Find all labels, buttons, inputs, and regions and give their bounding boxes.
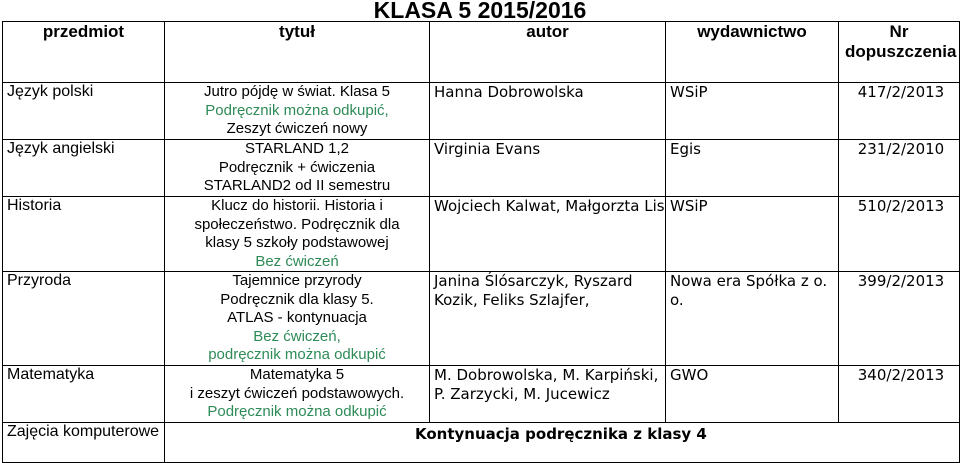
title-line: Matematyka 5: [249, 366, 345, 383]
cell-nr: 340/2/2013: [839, 366, 960, 423]
title-line: STARLAND 1,2: [245, 140, 349, 157]
cell-subject: Historia: [3, 197, 165, 272]
title-line: klasy 5 szkoły podstawowej: [205, 234, 389, 251]
title-line: Bez ćwiczeń: [255, 252, 339, 270]
cell-subject: Matematyka: [3, 366, 165, 423]
textbook-table: [2, 21, 960, 463]
cell-publisher: GWO: [666, 366, 839, 423]
table-row: [3, 366, 960, 423]
table-row: [3, 83, 960, 140]
header-nr: Nr dopuszczenia: [839, 22, 960, 83]
cell-title: [165, 197, 430, 272]
title-line: Tajemnice przyrody: [232, 272, 362, 289]
title-line: Podręcznik dla klasy 5.: [220, 290, 374, 308]
title-line: Jutro pójdę w świat. Klasa 5: [204, 83, 390, 100]
cell-subject: Język angielski: [3, 140, 165, 197]
title-line: Podręcznik można odkupić: [207, 403, 387, 420]
cell-title: [165, 83, 430, 140]
cell-subject: Język polski: [3, 83, 165, 140]
cell-author: Wojciech Kalwat, Małgorzta Lis: [430, 197, 666, 272]
title-line: Podręcznik + ćwiczenia: [218, 158, 376, 176]
cell-nr: 510/2/2013: [839, 197, 960, 272]
page-title: KLASA 5 2015/2016: [373, 0, 587, 23]
title-line: społeczeństwo. Podręcznik dla: [194, 215, 400, 233]
title-line: Klucz do historii. Historia i: [211, 197, 383, 214]
title-line: STARLAND2 od II semestru: [203, 177, 391, 194]
cell-publisher: WSiP: [666, 83, 839, 140]
table-row-computer: [3, 423, 960, 463]
header-author: autor: [430, 22, 666, 83]
header-publisher: wydawnictwo: [666, 22, 839, 83]
cell-subject: Zajęcia komputerowe: [3, 423, 165, 463]
table-row: [3, 140, 960, 197]
cell-publisher: Nowa era Spółka z o. o.: [666, 272, 839, 366]
cell-nr: 417/2/2013: [839, 83, 960, 140]
cell-author: Virginia Evans: [430, 140, 666, 197]
title-line: i zeszyt ćwiczeń podstawowych.: [189, 384, 405, 402]
cell-publisher: WSiP: [666, 197, 839, 272]
table-row: [3, 197, 960, 272]
cell-nr: 399/2/2013: [839, 272, 960, 366]
cell-subject: Przyroda: [3, 272, 165, 366]
title-line: ATLAS - kontynuacja: [227, 309, 367, 326]
header-title: tytuł: [165, 22, 430, 83]
title-line: Podręcznik można odkupić,: [205, 101, 389, 119]
cell-author: Hanna Dobrowolska: [430, 83, 666, 140]
continuation-note: Kontynuacja podręcznika z klasy 4: [165, 423, 960, 463]
cell-publisher: Egis: [666, 140, 839, 197]
title-line: podręcznik można odkupić: [208, 346, 386, 363]
cell-nr: 231/2/2010: [839, 140, 960, 197]
cell-author: M. Dobrowolska, M. Karpiński, P. Zarzycki, M. Jucewicz: [430, 366, 666, 423]
table-row: [3, 272, 960, 366]
title-line: Zeszyt ćwiczeń nowy: [226, 120, 368, 137]
title-line: Bez ćwiczeń,: [253, 327, 341, 345]
cell-title: [165, 140, 430, 197]
header-row: [3, 22, 960, 83]
cell-title: [165, 366, 430, 423]
cell-title: [165, 272, 430, 366]
header-subject: przedmiot: [3, 22, 165, 83]
cell-author: Janina Ślósarczyk, Ryszard Kozik, Feliks Szlajfer,: [430, 272, 666, 366]
